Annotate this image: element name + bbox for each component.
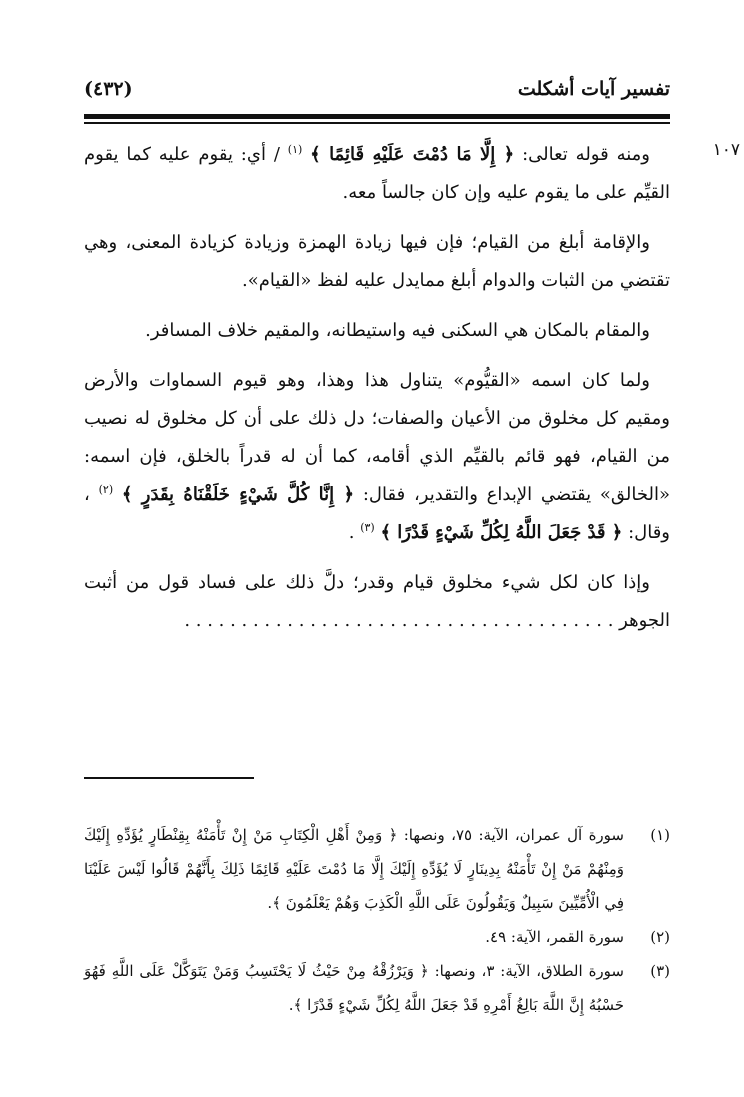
paragraph-4-before: ولما كان اسمه «القيُّوم» يتناول هذا وهذا، وهو قيوم السماوات والأرض ومقيم كل مخلوق من الأعيان والصفات؛ دل ذلك على أن كل مخلوق له نصيب من القيام، فهو قائم بالقيِّم الذي أقامه، كما أن له قدراً بالخلق، فإن اسمه: «الخالق» يقتضي الإبداع والتقدير، فقال: (84, 370, 670, 505)
header-rule-thick (84, 114, 670, 119)
footnote-ref-1: (١) (287, 143, 303, 156)
paragraph-5: وإذا كان لكل شيء مخلوق قيام وقدر؛ دلَّ ذلك على فساد قول من أثبت الجوهر . . . . . . . . . . . . . . . . . . . . . . . . . . . . . . . . . . . . . . (84, 572, 670, 631)
footnote-1-number: (١) (650, 826, 670, 844)
paragraph-4 (84, 362, 670, 552)
paragraph-4-middle: ، وقال: (84, 484, 670, 543)
footnotes (84, 818, 670, 1022)
quran-verse-1: ﴿ إِلَّا مَا دُمْتَ عَلَيْهِ قَائِمًا ﴾ (310, 144, 515, 165)
page-number: (٤٣٢) (84, 78, 133, 100)
quran-verse-2: ﴿ إِنَّا كُلَّ شَيْءٍ خَلَقْنَاهُ بِقَدَرٍ ﴾ (121, 484, 355, 505)
main-text (84, 136, 670, 652)
paragraph-1-before: ومنه قوله تعالى: (514, 144, 650, 165)
book-title: تفسير آيات أشكلت (517, 78, 670, 100)
margin-page-reference: ١٠٧ (712, 140, 740, 160)
footnote-2-number: (٢) (650, 928, 670, 946)
footnote-3-text: سورة الطلاق، الآية: ٣، ونصها: ﴿ وَيَرْزُقْهُ مِنْ حَيْثُ لَا يَحْتَسِبُ وَمَنْ يَتَوَكَّلْ عَلَى اللَّهِ فَهُوَ حَسْبُهُ إِنَّ اللَّهَ بَالِغُ أَمْرِهِ قَدْ جَعَلَ اللَّهُ لِكُلِّ شَيْءٍ قَدْرًا ﴾. (84, 962, 624, 1014)
paragraph-1 (84, 136, 670, 212)
footnote-ref-2: (٢) (98, 483, 114, 496)
paragraph-1-after: / أي: يقوم عليه كما يقوم القيِّم على ما يقوم عليه وإن كان جالساً معه. (84, 144, 670, 203)
footnote-2-text: سورة القمر، الآية: ٤٩. (485, 928, 624, 946)
quran-verse-3: ﴿ قَدْ جَعَلَ اللَّهُ لِكُلِّ شَيْءٍ قَدْرًا ﴾ (380, 522, 623, 543)
footnote-ref-3: (٣) (360, 521, 375, 534)
page-header (84, 78, 670, 110)
paragraph-4-after: . (348, 522, 355, 543)
footnote-3-number: (٣) (650, 962, 670, 980)
footnote-2 (84, 920, 670, 954)
paragraph-2: والإقامة أبلغ من القيام؛ فإن فيها زيادة الهمزة وزيادة كزيادة المعنى، وهي تقتضي من الثبات والدوام أبلغ ممايدل عليه لفظ «القيام». (84, 232, 670, 291)
paragraph-3: والمقام بالمكان هي السكنى فيه واستيطانه، والمقيم خلاف المسافر. (145, 320, 650, 341)
footnote-1 (84, 818, 670, 920)
footnote-separator (84, 777, 254, 779)
footnote-1-text: سورة آل عمران، الآية: ٧٥، ونصها: ﴿ وَمِنْ أَهْلِ الْكِتَابِ مَنْ إِنْ تَأْمَنْهُ بِقِنْطَارٍ يُؤَدِّهِ إِلَيْكَ وَمِنْهُمْ مَنْ إِنْ تَأْمَنْهُ بِدِينَارٍ لَا يُؤَدِّهِ إِلَيْكَ إِلَّا مَا دُمْتَ عَلَيْهِ قَائِمًا ذَلِكَ بِأَنَّهُمْ قَالُوا لَيْسَ عَلَيْنَا فِي الْأُمِّيِّينَ سَبِيلٌ وَيَقُولُونَ عَلَى اللَّهِ الْكَذِبَ وَهُمْ يَعْلَمُونَ ﴾. (84, 826, 624, 912)
footnote-3 (84, 954, 670, 1022)
header-rule-thin (84, 122, 670, 124)
